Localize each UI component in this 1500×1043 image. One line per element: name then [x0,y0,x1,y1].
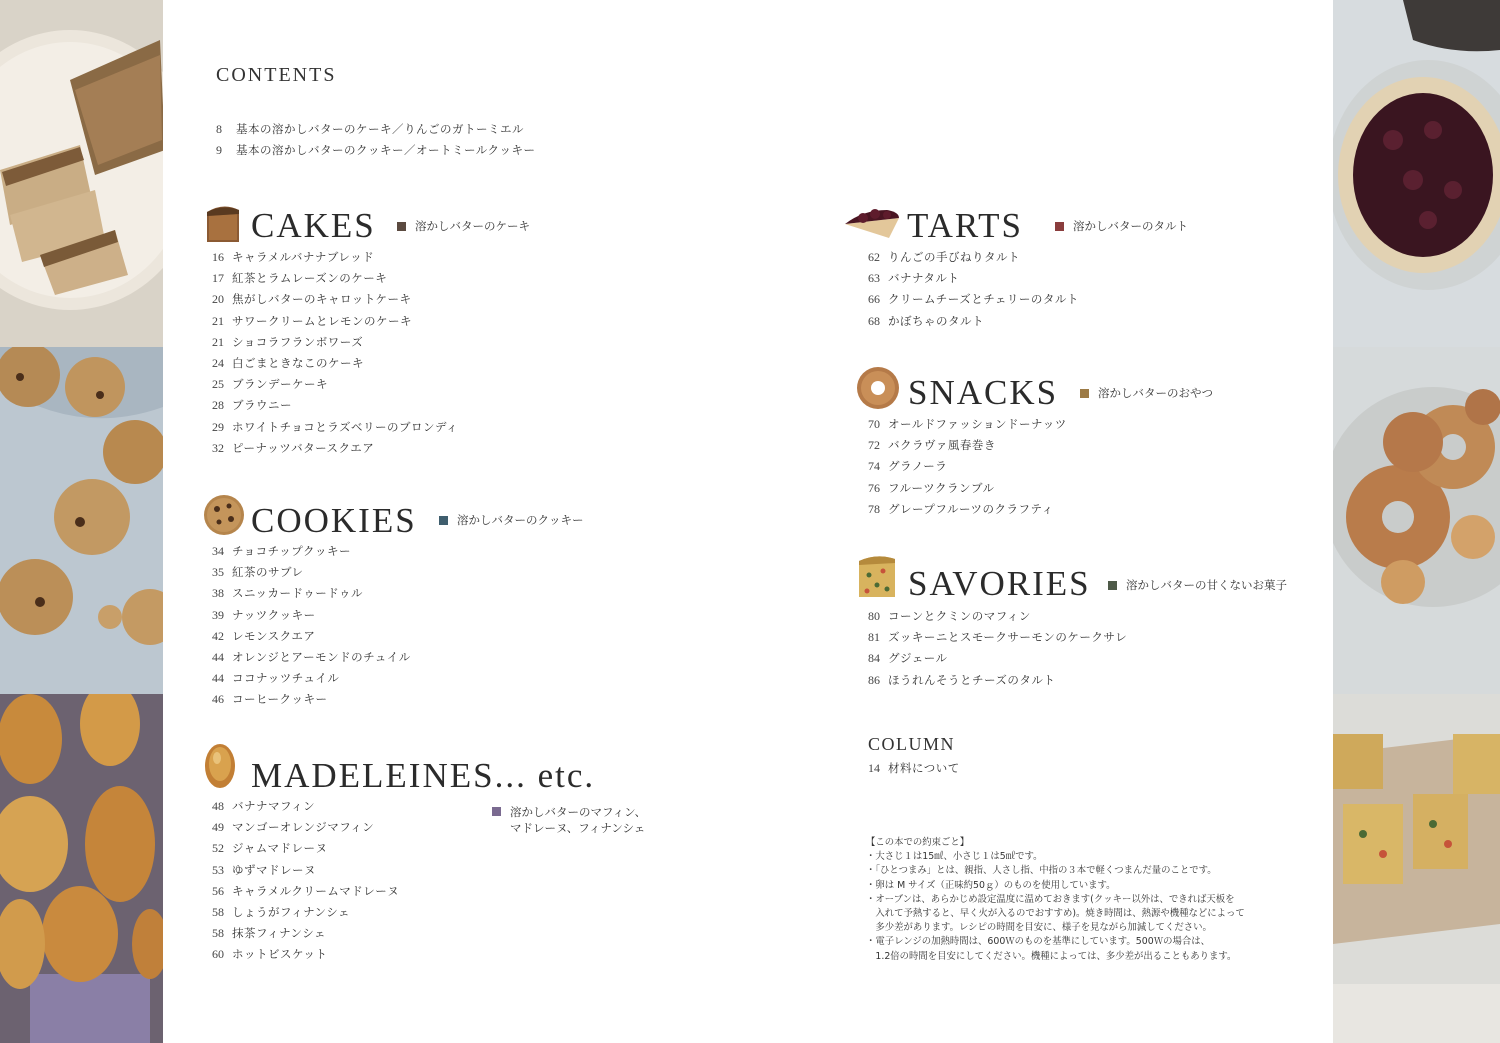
page-number: 39 [212,607,224,622]
entry-title: ズッキーニとスモークサーモンのケークサレ [888,630,1128,645]
color-marker [1080,389,1089,398]
entry-title: しょうがフィナンシェ [232,904,350,919]
contents-title: CONTENTS [216,64,337,86]
section-subtitle-line: 溶かしバターのマフィン、 [510,805,647,819]
entry-title: ほうれんそうとチーズのタルト [888,672,1056,687]
entry-title: マンゴーオレンジマフィン [232,820,375,835]
page-number: 62 [868,250,880,264]
entry-title: スニッカードゥードゥル [232,586,363,601]
page-number: 32 [212,440,224,455]
toc-entry[interactable] [212,543,411,564]
photo-savory-cake [1333,694,1500,1043]
section-subtitle-text: 溶かしバターのクッキー [457,513,584,527]
entry-title: ホットビスケット [232,947,328,962]
entry-title: バナナタルト [888,271,960,286]
cookie-icon [203,494,245,540]
entry-title: ブランデーケーキ [232,377,328,392]
page-number: 16 [212,250,224,264]
entry-title: バクラヴァ風春巻き [888,438,996,453]
cookies-list [212,543,411,713]
entry-title: グラノーラ [888,459,948,474]
page-number: 21 [212,334,224,349]
entry-title: ピーナッツバタースクエア [232,440,375,455]
page-number: 80 [868,609,880,623]
toc-entry[interactable] [212,904,399,925]
snacks-list [868,416,1067,522]
section-subtitle [1055,218,1188,234]
toc-entry[interactable] [212,607,411,628]
photo-pound-cake [0,0,163,347]
entry-title: チョコチップクッキー [232,544,351,558]
color-marker [397,222,406,231]
savory-cake-icon [857,553,897,603]
page-number: 8 [216,122,222,136]
toc-entry[interactable] [868,458,1067,479]
section-title: TARTS [907,206,1023,245]
book-rules-note [866,836,1306,964]
color-marker [1055,222,1064,231]
toc-entry[interactable] [868,501,1067,522]
entry-title: フルーツクランブル [888,480,995,495]
toc-entry[interactable] [216,142,536,163]
entry-title: サワークリームとレモンのケーキ [232,313,412,328]
section-title: SNACKS [908,373,1059,412]
page-number: 25 [212,377,224,392]
toc-entry[interactable] [212,925,399,946]
page-number: 53 [212,862,224,877]
entry-title: バナナマフィン [232,799,316,813]
toc-entry[interactable] [212,670,411,691]
section-subtitle [492,804,646,836]
cakes-list [212,249,458,461]
toc-entry[interactable] [212,585,411,606]
rules-line: ・卵は M サイズ（正味約50ｇ）のものを使用しています。 [866,879,1116,891]
toc-entry[interactable] [212,249,458,270]
toc-entry[interactable] [212,883,399,904]
section-subtitle-text: 溶かしバターの甘くないお菓子 [1126,578,1287,592]
page-number: 20 [212,292,224,307]
section-cookies [203,494,623,724]
toc-entry[interactable] [212,270,458,291]
page-number: 24 [212,355,224,370]
entry-title: 焦がしバターのキャロットケーキ [232,292,412,307]
left-photo-strip [0,0,163,1043]
entry-title: かぼちゃのタルト [888,313,984,328]
page-number: 44 [212,671,224,686]
page-number: 86 [868,672,880,687]
toc-entry[interactable] [212,840,399,861]
tart-slice-icon [843,204,901,244]
entry-title: 抹茶フィナンシェ [232,926,326,941]
section-subtitle-text: 溶かしバターのタルト [1073,219,1188,233]
entry-title: ホワイトチョコとラズベリーのブロンディ [232,419,459,434]
savories-list [868,608,1127,693]
entry-title: キャラメルクリームマドレーヌ [232,883,400,898]
section-subtitle-text [510,804,646,836]
color-marker [492,807,501,816]
page-number: 28 [212,398,224,413]
page-number: 17 [212,271,224,286]
toc-entry[interactable] [868,313,1079,334]
entry-title: 白ごまときなこのケーキ [232,355,364,370]
toc-entry[interactable] [868,480,1067,501]
entry-title: グジェール [888,651,948,666]
page-number: 68 [868,313,880,328]
entry-title: ショコラフランボワーズ [232,334,364,349]
toc-entry[interactable] [868,672,1127,693]
entry-title: ナッツクッキー [232,607,316,622]
section-savories [857,553,1307,703]
section-title: SAVORIES [908,564,1091,603]
entry-title: ジャムマドレーヌ [232,841,328,856]
toc-entry[interactable] [212,649,411,670]
page-number: 58 [212,904,224,919]
toc-entry[interactable] [212,862,399,883]
entry-title: りんごの手びねりタルト [888,250,1020,264]
photo-cookies [0,347,163,694]
page-number: 74 [868,459,880,474]
rules-line: ・「ひとつまみ」とは、親指、人さし指、中指の３本で軽くつまんだ量のことです。 [866,865,1217,877]
entry-title: 紅茶とラムレーズンのケーキ [232,271,388,286]
page-number: 46 [212,692,224,707]
toc-entry[interactable] [868,270,1079,291]
toc-entry[interactable] [868,760,960,781]
page-number: 56 [212,883,224,898]
page-number: 49 [212,820,224,835]
toc-entry[interactable] [868,608,1127,629]
page-number: 81 [868,630,880,645]
entry-title: コーヒークッキー [232,692,328,707]
photo-madeleines [0,694,163,1043]
section-title: COOKIES [251,501,417,540]
color-marker [439,516,448,525]
toc-entry[interactable] [212,291,458,312]
toc-entry[interactable] [212,691,411,712]
rules-title: 【この本での約束ごと】 [866,837,970,848]
right-photo-strip [1333,0,1500,1043]
toc-entry[interactable] [212,628,411,649]
donut-icon [856,366,900,414]
toc-entry[interactable] [868,249,1079,270]
page-number: 63 [868,271,880,286]
entry-title: グレープフルーツのクラフティ [888,501,1054,516]
section-title: CAKES [251,206,376,245]
entry-title: 紅茶のサブレ [232,565,304,580]
toc-entry[interactable] [868,291,1079,312]
page-number: 21 [212,313,224,328]
column-title: COLUMN [868,734,956,754]
entry-title: レモンスクエア [232,628,316,643]
madeleines-list [212,798,399,968]
page-number: 58 [212,926,224,941]
page-number: 70 [868,417,880,431]
page-number: 84 [868,651,880,666]
page-number: 44 [212,649,224,664]
page-number: 78 [868,501,880,516]
toc-entry[interactable] [868,437,1067,458]
entry-title: オールドファッションドーナッツ [888,417,1067,431]
page-number: 48 [212,799,224,813]
page-number: 76 [868,480,880,495]
section-tarts [843,200,1263,340]
toc-entry[interactable] [212,376,458,397]
page-number: 38 [212,586,224,601]
toc-entry[interactable] [212,564,411,585]
toc-entry[interactable] [868,416,1067,437]
toc-entry[interactable] [212,313,458,334]
section-subtitle-text: 溶かしバターのおやつ [1098,386,1213,400]
rules-line: ・オーブンは、あらかじめ設定温度に温めておきます(クッキー以外は、できれば天板を [866,893,1235,905]
toc-entry[interactable] [212,355,458,376]
page-number: 34 [212,544,224,558]
entry-title: 材料について [888,761,960,775]
entry-title: クリームチーズとチェリーのタルト [888,292,1079,307]
page-number: 14 [868,761,880,775]
entry-title: ブラウニー [232,398,292,413]
entry-title: ゆずマドレーヌ [232,862,316,877]
toc-entry[interactable] [212,334,458,355]
entry-title: オレンジとアーモンドのチュイル [232,649,411,664]
page-number: 42 [212,628,224,643]
section-subtitle [1080,385,1213,401]
toc-entry[interactable] [216,121,536,142]
section-madeleines [202,740,702,970]
photo-donuts [1333,347,1500,694]
section-subtitle [397,218,530,234]
toc-entry[interactable] [868,629,1127,650]
entry-title: コーンとクミンのマフィン [888,609,1031,623]
section-snacks [856,366,1276,526]
section-title: MADELEINES... etc. [251,756,596,795]
entry-title: 基本の溶かしバターのケーキ／りんごのガトーミエル [236,122,524,136]
toc-entry[interactable] [212,798,399,819]
toc-entry[interactable] [868,650,1127,671]
toc-entry[interactable] [212,946,399,967]
toc-entry[interactable] [212,397,458,418]
rules-line: 入れて予熱すると、早く火が入るのでおすすめ)。焼き時間は、熱源や機種などによって [866,908,1245,920]
entry-title: キャラメルバナナブレッド [232,250,375,264]
photo-cherry-tart [1333,0,1500,347]
tarts-list [868,249,1079,334]
entry-title: 基本の溶かしバターのクッキー／オートミールクッキー [236,143,536,158]
entry-title: ココナッツチュイル [232,671,340,686]
page-number: 35 [212,565,224,580]
section-subtitle-line: マドレーヌ、フィナンシェ [510,821,646,835]
toc-entry[interactable] [212,419,458,440]
page-number: 72 [868,438,880,453]
cake-slice-icon [205,202,241,246]
section-subtitle [439,512,584,528]
section-cakes [205,200,605,470]
color-marker [1108,581,1117,590]
intro-list [216,121,536,163]
page-number: 60 [212,947,224,962]
rules-line: ・大さじ１は15㎖、小さじ１は5㎖です。 [866,851,1043,863]
rules-line: ・電子レンジの加熱時間は、600Ｗのものを基準にしています。500Ｗの場合は、 [866,936,1210,948]
toc-entry[interactable] [212,819,399,840]
rules-line: 1.2倍の時間を目安にしてください。機種によっては、多少差が出ることもあります。 [866,950,1237,962]
section-subtitle [1108,577,1287,593]
page-number: 9 [216,143,222,158]
column-list [868,760,960,781]
page-number: 52 [212,841,224,856]
section-subtitle-text: 溶かしバターのケーキ [415,219,530,233]
page-number: 29 [212,419,224,434]
toc-entry[interactable] [212,440,458,461]
rules-line: 多少差があります。レシピの時間を目安に、様子を見ながら加減してください。 [866,922,1212,934]
madeleine-icon [202,740,238,794]
page-number: 66 [868,292,880,307]
